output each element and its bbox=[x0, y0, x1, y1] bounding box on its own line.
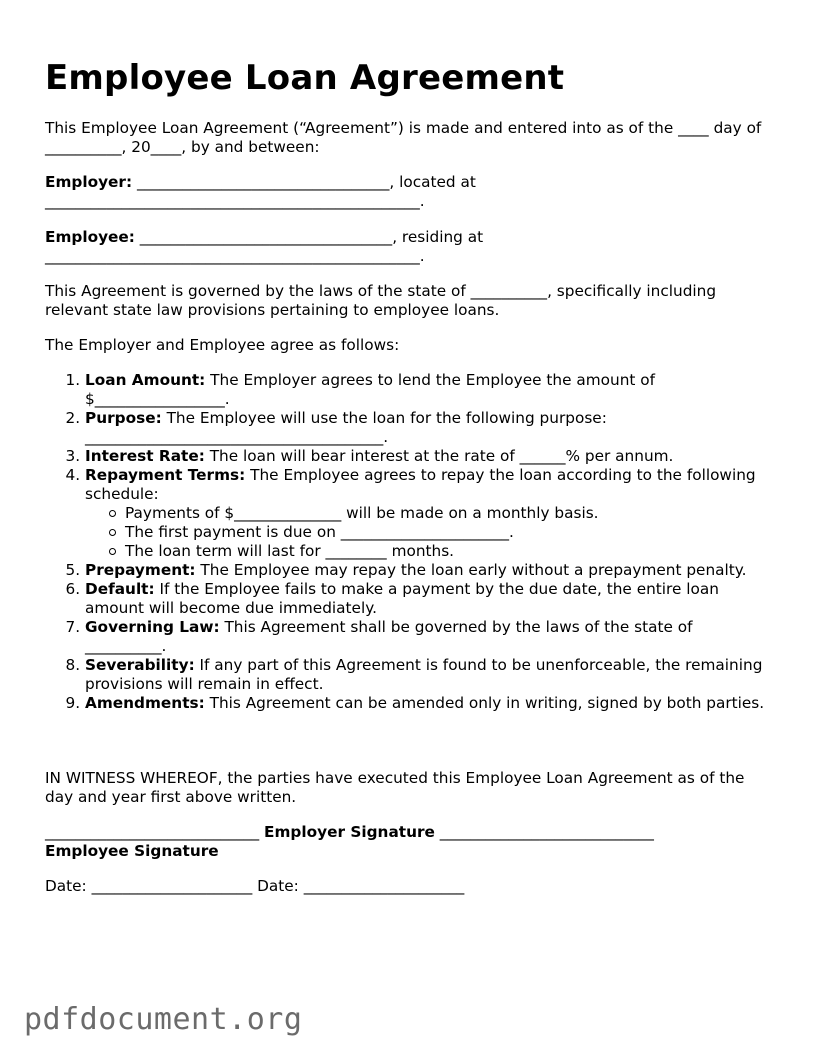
schedule-item: The loan term will last for ________ months. bbox=[125, 542, 765, 561]
date-block bbox=[45, 877, 765, 896]
employer-text: _________________________________, located at _________________________________________________. bbox=[45, 173, 476, 210]
employer-signature-label: Employer Signature bbox=[264, 823, 435, 841]
employee-date-line: _____________________ bbox=[303, 877, 465, 895]
employee-text: _________________________________, residing at _________________________________________________. bbox=[45, 228, 484, 265]
term-item: 7. Governing Law: This Agreement shall be governed by the laws of the state of __________. bbox=[85, 618, 765, 656]
term-item: 5. Prepayment: The Employee may repay the loan early without a prepayment penalty. bbox=[85, 561, 765, 580]
employee-date-label: Date: bbox=[257, 877, 299, 895]
footer-watermark: pdfdocument.org bbox=[24, 1002, 303, 1037]
term-item: 3. Interest Rate: The loan will bear interest at the rate of ______% per annum. bbox=[85, 447, 765, 466]
employer-date-label: Date: bbox=[45, 877, 87, 895]
employee-paragraph bbox=[45, 228, 765, 266]
term-item: 1. Loan Amount: The Employer agrees to lend the Employee the amount of $_________________. bbox=[85, 371, 765, 409]
term-item: 9. Amendments: This Agreement can be amended only in writing, signed by both parties. bbox=[85, 694, 765, 713]
employee-label: Employee: bbox=[45, 228, 135, 246]
term-item: 4. Repayment Terms: The Employee agrees to repay the loan according to the following schedule: Payments of $______________ will be made on a monthly basis. The first payment is due on ______________________. The loan term will last for ________ months. bbox=[85, 466, 765, 561]
employer-label: Employer: bbox=[45, 173, 133, 191]
signature-block bbox=[45, 823, 765, 861]
employer-date-line: _____________________ bbox=[91, 877, 253, 895]
schedule-item: Payments of $______________ will be made on a monthly basis. bbox=[125, 504, 765, 523]
intro-paragraph: This Employee Loan Agreement (“Agreement”) is made and entered into as of the ____ day of __________, 20____, by and between: bbox=[45, 119, 762, 156]
term-item: 8. Severability: If any part of this Agreement is found to be unenforceable, the remaining provisions will remain in effect. bbox=[85, 656, 765, 694]
document-title: Employee Loan Agreement bbox=[45, 58, 565, 98]
term-item: 6. Default: If the Employee fails to make a payment by the due date, the entire loan amount will become due immediately. bbox=[85, 580, 765, 618]
schedule-item: The first payment is due on ______________________. bbox=[125, 523, 765, 542]
term-item: 2. Purpose: The Employee will use the loan for the following purpose: _______________________________________. bbox=[85, 409, 765, 447]
repayment-schedule-list bbox=[85, 504, 765, 561]
employee-signature-label: Employee Signature bbox=[45, 842, 219, 860]
terms-list bbox=[45, 371, 765, 713]
employee-signature-line: ____________________________ bbox=[439, 823, 654, 841]
agree-intro: The Employer and Employee agree as follows: bbox=[45, 336, 400, 354]
governing-paragraph: This Agreement is governed by the laws of the state of __________, specifically including relevant state law provisions pertaining to employee loans. bbox=[45, 282, 717, 319]
employer-paragraph bbox=[45, 173, 765, 211]
employer-signature-line: ____________________________ bbox=[45, 823, 260, 841]
witness-paragraph: IN WITNESS WHEREOF, the parties have executed this Employee Loan Agreement as of the day and year first above written. bbox=[45, 769, 745, 806]
